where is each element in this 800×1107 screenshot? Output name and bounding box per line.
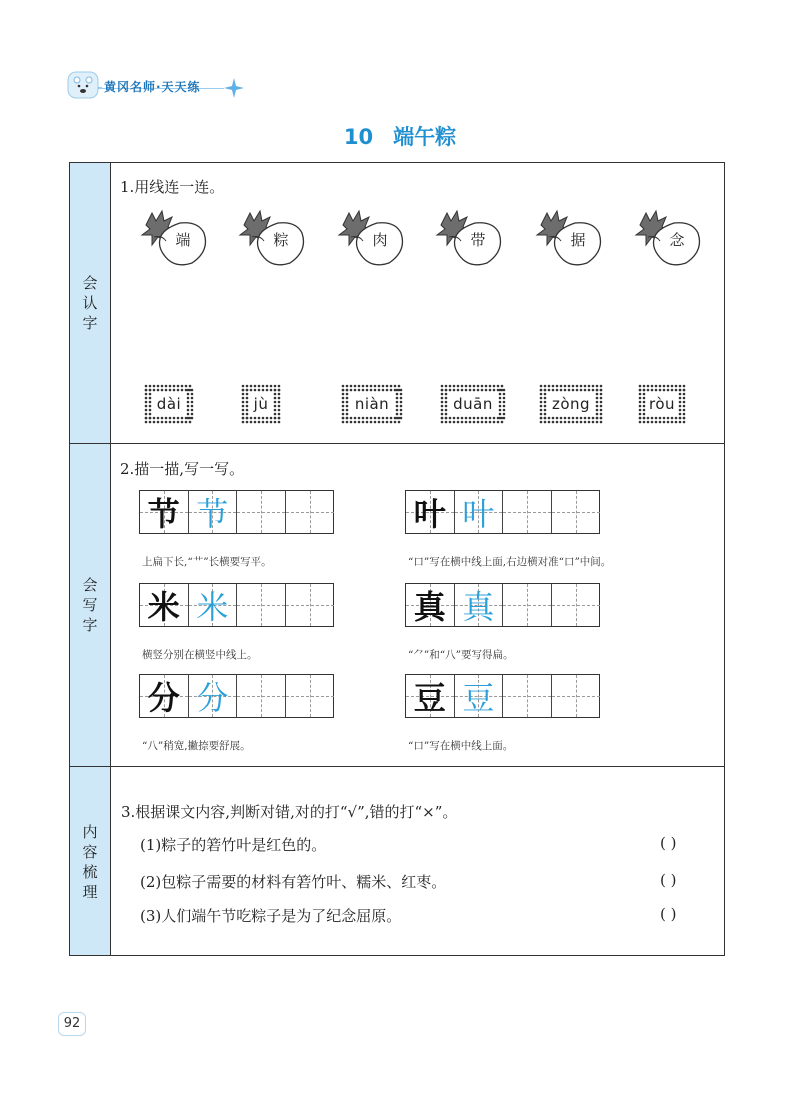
q3-prompt: 3.根据课文内容,判断对错,对的打“√”,错的打“×”。	[121, 803, 458, 821]
pinyin-text: jù	[253, 395, 269, 413]
model-cell	[140, 675, 189, 717]
section-label-write: 会 写 字	[82, 576, 98, 634]
trace-character: 节	[196, 495, 229, 533]
leaf-character: 端	[175, 231, 191, 249]
writing-grid	[405, 674, 600, 718]
lesson-title	[0, 121, 800, 151]
lesson-number: 10	[343, 125, 374, 149]
writing-hint: 上扁下长,“艹”长横要写平。	[142, 556, 272, 568]
trace-cell[interactable]	[189, 491, 238, 533]
section-divider	[70, 443, 724, 444]
practice-cell[interactable]	[503, 491, 552, 533]
trace-cell[interactable]	[189, 675, 238, 717]
practice-cell[interactable]	[237, 491, 286, 533]
q1-prompt: 1.用线连一连。	[120, 178, 225, 196]
model-character: 真	[413, 588, 446, 626]
leaf-character: 肉	[372, 231, 388, 249]
model-cell	[140, 584, 189, 626]
pinyin-text: duān	[453, 395, 493, 413]
trace-character: 叶	[462, 495, 495, 533]
pinyin-text: dài	[156, 395, 182, 413]
model-cell	[406, 491, 455, 533]
answer-blank-1[interactable]: ( )	[660, 834, 677, 852]
writing-grid	[139, 583, 334, 627]
trace-cell[interactable]	[455, 584, 504, 626]
model-character: 豆	[413, 679, 446, 717]
trace-character: 豆	[462, 679, 495, 717]
practice-cell[interactable]	[552, 584, 601, 626]
writing-grid	[405, 583, 600, 627]
model-cell	[406, 675, 455, 717]
q3-statement-1: (1)粽子的箬竹叶是红色的。	[140, 836, 327, 854]
q3-statement-2: (2)包粽子需要的材料有箬竹叶、糯米、红枣。	[140, 873, 447, 891]
writing-grid	[405, 490, 600, 534]
page-number: 92	[58, 1012, 86, 1036]
pinyin-text: zòng	[551, 395, 591, 413]
practice-cell[interactable]	[552, 491, 601, 533]
trace-cell[interactable]	[455, 491, 504, 533]
model-character: 叶	[413, 495, 446, 533]
section-divider	[70, 766, 724, 767]
leaf-character: 粽	[273, 231, 289, 249]
pinyin-box[interactable]	[539, 384, 603, 424]
trace-character: 米	[196, 588, 229, 626]
writing-hint: “八”稍宽,撇捺要舒展。	[142, 740, 251, 752]
practice-cell[interactable]	[552, 675, 601, 717]
pinyin-box[interactable]	[440, 384, 506, 424]
model-character: 分	[147, 679, 180, 717]
model-cell	[140, 491, 189, 533]
section-label-recognize: 会 认 字	[82, 274, 98, 332]
trace-cell[interactable]	[455, 675, 504, 717]
practice-cell[interactable]	[237, 584, 286, 626]
practice-cell[interactable]	[286, 491, 335, 533]
pinyin-box[interactable]	[638, 384, 686, 424]
model-cell	[406, 584, 455, 626]
character-leaf-card[interactable]	[337, 207, 409, 271]
writing-grid	[139, 674, 334, 718]
writing-hint: 横竖分别在横竖中线上。	[142, 649, 258, 661]
q3-statement-3: (3)人们端午节吃粽子是为了纪念屈原。	[140, 907, 402, 925]
writing-hint: “⺈”和“八”要写得扁。	[408, 649, 514, 661]
answer-blank-2[interactable]: ( )	[660, 871, 677, 889]
practice-cell[interactable]	[503, 675, 552, 717]
model-character: 节	[147, 495, 180, 533]
pinyin-box[interactable]	[144, 384, 194, 424]
character-leaf-card[interactable]	[435, 207, 507, 271]
q2-prompt: 2.描一描,写一写。	[120, 460, 245, 478]
trace-cell[interactable]	[189, 584, 238, 626]
character-leaf-card[interactable]	[634, 207, 706, 271]
lesson-name: 端午粽	[393, 125, 457, 149]
leaf-character: 带	[470, 231, 486, 249]
practice-cell[interactable]	[237, 675, 286, 717]
character-leaf-card[interactable]	[238, 207, 310, 271]
trace-character: 真	[462, 588, 495, 626]
writing-hint: “口”写在横中线上面。	[408, 740, 514, 752]
practice-cell[interactable]	[286, 675, 335, 717]
section-label-review: 内 容 梳 理	[82, 823, 98, 901]
writing-hint: “口”写在横中线上面,右边横对准“口”中间。	[408, 556, 612, 568]
pinyin-box[interactable]	[341, 384, 403, 424]
leaf-character: 念	[669, 231, 685, 249]
practice-cell[interactable]	[286, 584, 335, 626]
answer-blank-3[interactable]: ( )	[660, 905, 677, 923]
writing-grid	[139, 490, 334, 534]
pinyin-text: niàn	[354, 395, 390, 413]
pinyin-box[interactable]	[241, 384, 281, 424]
model-character: 米	[147, 588, 180, 626]
pinyin-text: ròu	[648, 395, 676, 413]
character-leaf-card[interactable]	[535, 207, 607, 271]
character-leaf-card[interactable]	[140, 207, 212, 271]
trace-character: 分	[196, 679, 229, 717]
practice-cell[interactable]	[503, 584, 552, 626]
leaf-character: 据	[570, 231, 586, 249]
header-badge-text: 黄冈名师·天天练	[104, 80, 201, 94]
